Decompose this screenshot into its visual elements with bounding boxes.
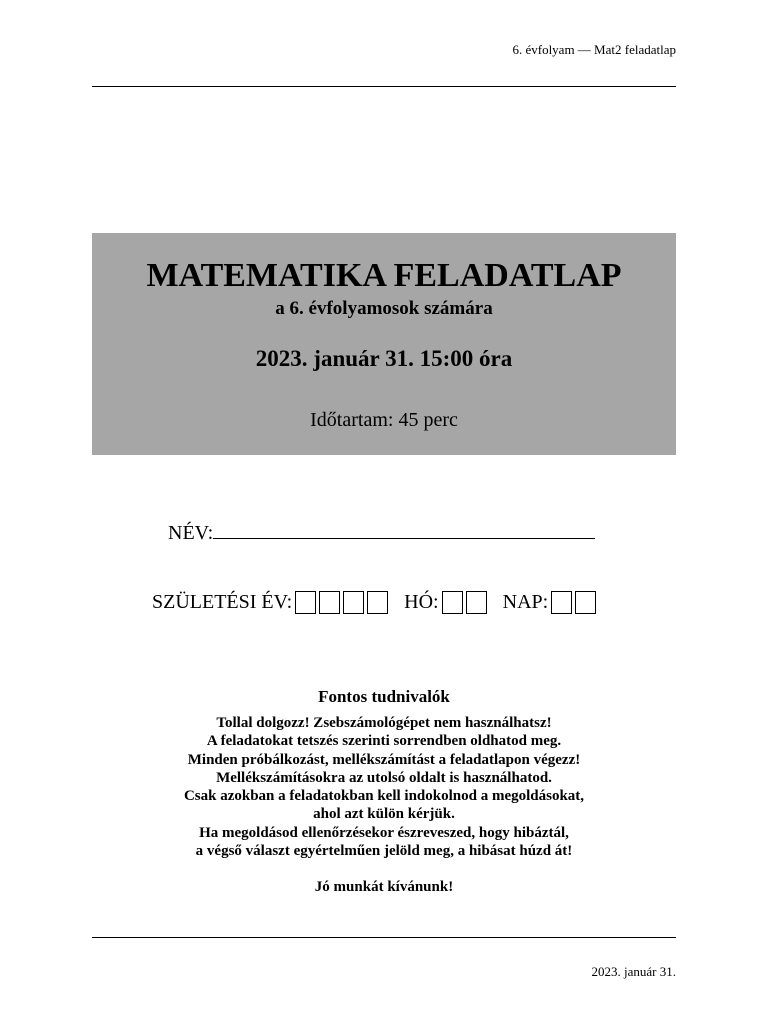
instruction-line: Ha megoldásod ellenőrzésekor észreveszed, hogy hibáztál, [199,824,569,841]
instruction-line: Csak azokban a feladatokban kell indokolnod a megoldásokat, [183,788,585,805]
year-digit-box[interactable] [343,591,364,614]
page-footer-date: 2023. január 31. [591,964,676,979]
year-digit-box[interactable] [319,591,340,614]
name-label: NÉV: [168,522,214,544]
name-field [168,520,595,545]
instructions-heading: Fontos tudnivalók [318,687,450,706]
instruction-line: Mellékszámításokra az utolsó oldalt is használhatod. [216,769,552,786]
document-subtitle: a 6. évfolyamosok számára [275,298,493,319]
document-title: MATEMATIKA FELADATLAP [146,257,622,294]
birth-year-label: SZÜLETÉSI ÉV: [152,591,293,613]
birth-date-field [152,591,596,614]
name-input-line[interactable] [213,520,595,539]
page-header: 6. évfolyam — Mat2 feladatlap [512,42,676,57]
year-digit-box[interactable] [295,591,316,614]
month-label: HÓ: [404,591,439,613]
year-digit-box[interactable] [367,591,388,614]
header-rule [92,86,676,87]
month-digit-box[interactable] [466,591,487,614]
closing-line: Jó munkát kívánunk! [314,879,454,896]
instructions [92,687,676,897]
instruction-line: Minden próbálkozást, mellékszámítást a feladatlapon végezz! [187,751,581,768]
instruction-line: ahol azt külön kérjük. [313,806,455,823]
instruction-line: A feladatokat tetszés szerinti sorrendben oldhatod meg. [206,733,562,750]
day-digit-box[interactable] [575,591,596,614]
day-label: NAP: [502,591,549,613]
title-box [92,233,676,455]
month-digit-box[interactable] [442,591,463,614]
instruction-line: Tollal dolgozz! Zsebszámológépet nem használhatsz! [216,715,552,731]
instruction-line: a végső választ egyértelműen jelöld meg, a hibásat húzd át! [195,843,573,860]
exam-datetime: 2023. január 31. 15:00 óra [255,346,513,371]
exam-duration: Időtartam: 45 perc [310,409,458,431]
day-digit-box[interactable] [551,591,572,614]
footer-rule [92,937,676,938]
